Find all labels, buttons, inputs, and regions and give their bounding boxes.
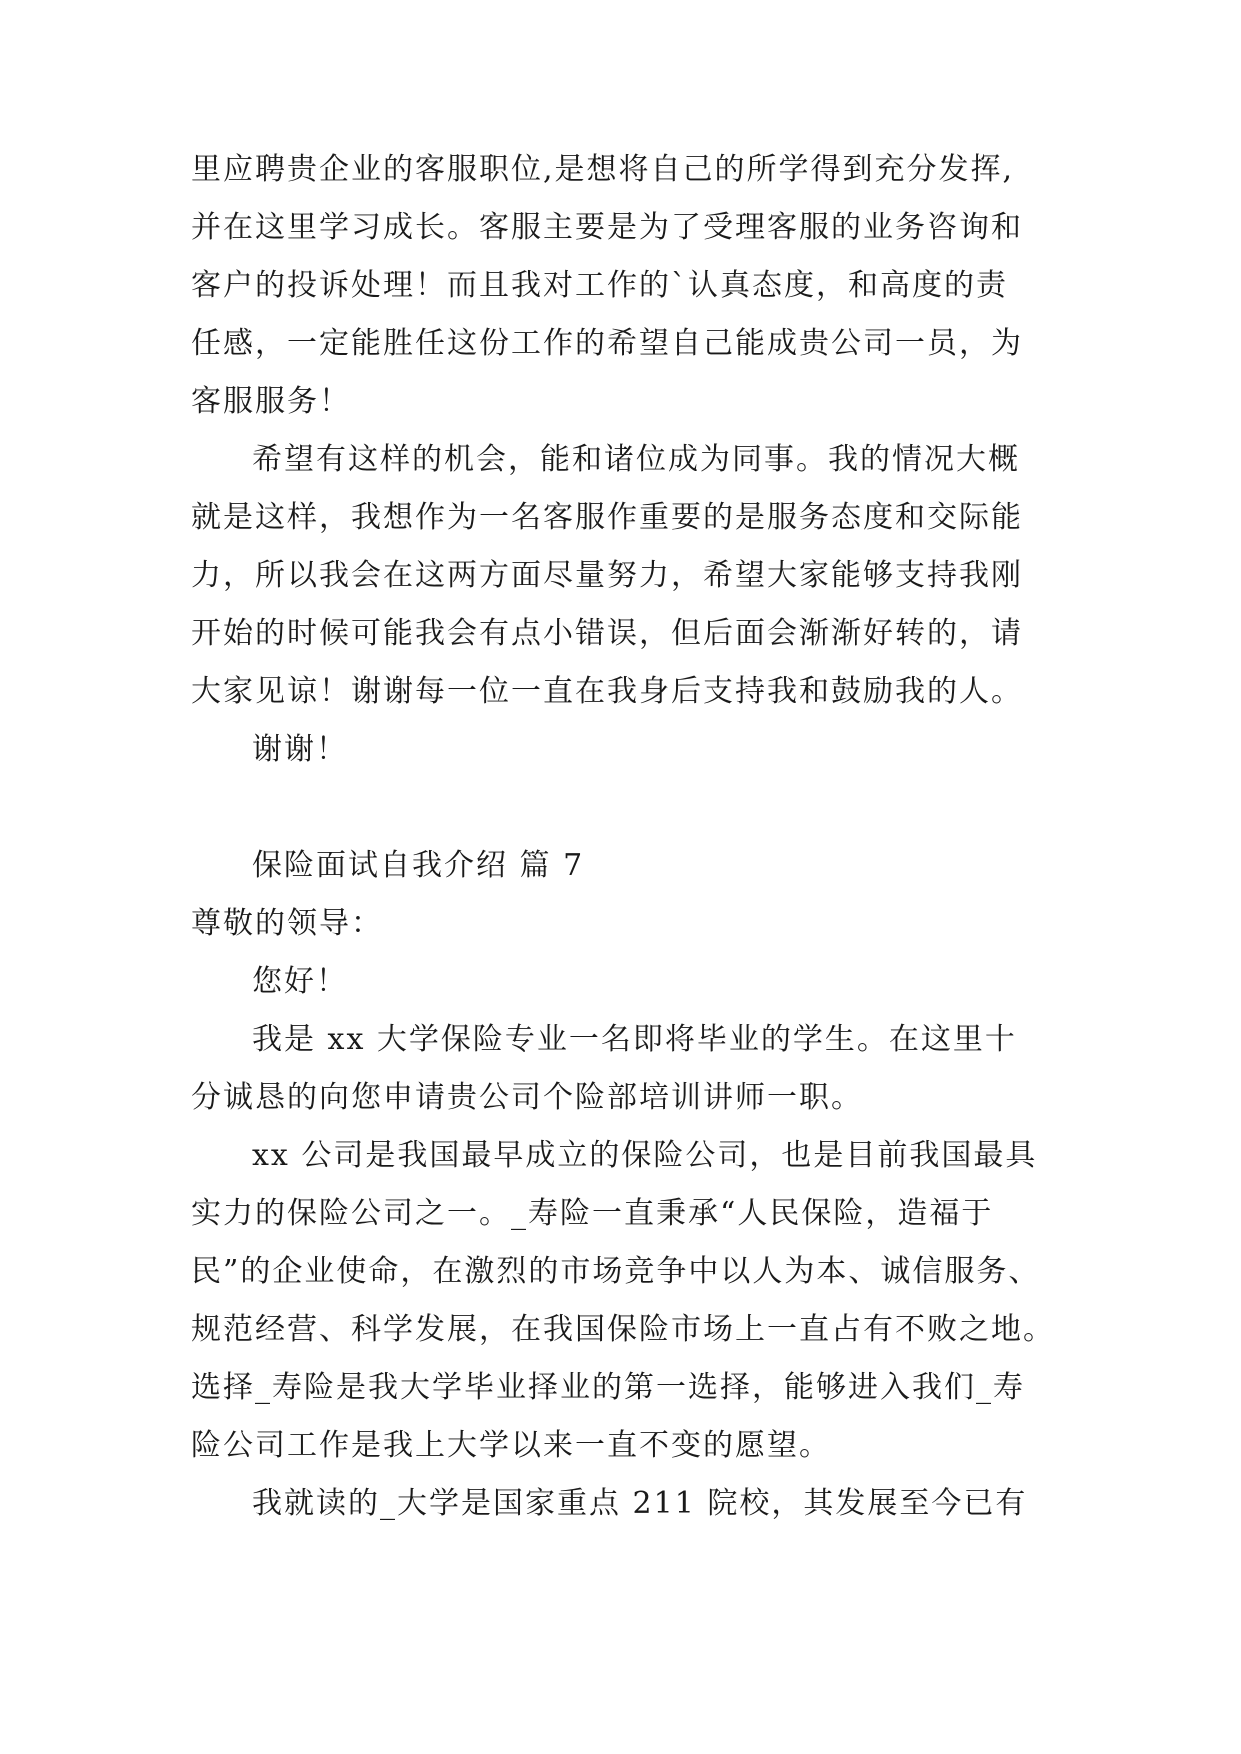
text-line: 我就读的_大学是国家重点 211 院校，其发展至今已有	[252, 1486, 1028, 1521]
text-line: xx 公司是我国最早成立的保险公司，也是目前我国最具	[252, 1138, 1038, 1173]
greeting: 您好！	[252, 964, 348, 999]
text-line: 开始的时候可能我会有点小错误，但后面会渐渐好转的，请	[191, 616, 1023, 651]
text-line: 险公司工作是我上大学以来一直不变的愿望。	[191, 1428, 831, 1463]
text-line: 力，所以我会在这两方面尽量努力，希望大家能够支持我刚	[191, 558, 1023, 593]
text-line: 客户的投诉处理！而且我对工作的`认真态度，和高度的责	[191, 268, 1008, 303]
text-line: 就是这样，我想作为一名客服作重要的是服务态度和交际能	[191, 500, 1023, 535]
text-line: 我是 xx 大学保险专业一名即将毕业的学生。在这里十	[252, 1022, 1017, 1057]
text-line: 规范经营、科学发展，在我国保险市场上一直占有不败之地。	[191, 1312, 1055, 1347]
text-line: 谢谢！	[252, 732, 348, 767]
text-line: 并在这里学习成长。客服主要是为了受理客服的业务咨询和	[191, 210, 1023, 245]
salutation: 尊敬的领导：	[191, 906, 383, 941]
text-line: 选择_寿险是我大学毕业择业的第一选择，能够进入我们_寿	[191, 1370, 1025, 1405]
section-heading: 保险面试自我介绍 篇 7	[252, 848, 585, 883]
text-line: 分诚恳的向您申请贵公司个险部培训讲师一职。	[191, 1080, 863, 1115]
text-line: 实力的保险公司之一。_寿险一直秉承“人民保险，造福于	[191, 1196, 994, 1231]
text-line: 大家见谅！谢谢每一位一直在我身后支持我和鼓励我的人。	[191, 674, 1023, 709]
text-line: 民”的企业使命，在激烈的市场竞争中以人为本、诚信服务、	[191, 1254, 1041, 1289]
text-line: 任感，一定能胜任这份工作的希望自己能成贵公司一员，为	[191, 326, 1023, 361]
text-line: 希望有这样的机会，能和诸位成为同事。我的情况大概	[252, 442, 1020, 477]
text-line: 里应聘贵企业的客服职位,是想将自己的所学得到充分发挥,	[191, 152, 1015, 187]
text-line: 客服服务！	[191, 384, 351, 419]
